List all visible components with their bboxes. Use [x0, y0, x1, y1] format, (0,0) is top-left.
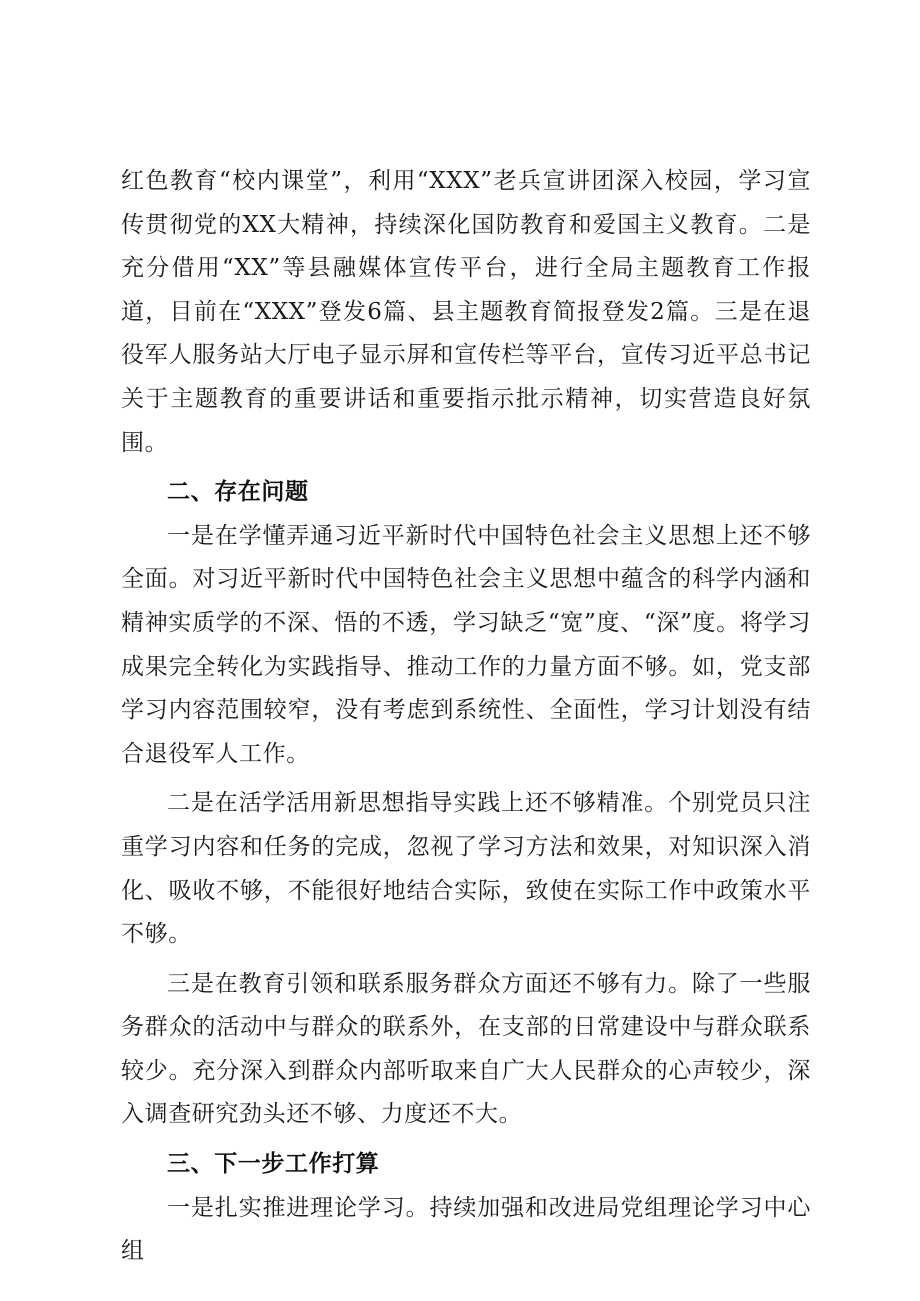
paragraph-publicity-work: 红色教育“校内课堂”，利用“XXX”老兵宣讲团深入校园，学习宣传贯彻党的XX大精神，持续深化国防教育和爱国主义教育。二是充分借用“XX”等县融媒体宣传平台，进行全局主题教育工作报道，目前在“XXX”登发6篇、县主题教育简报登发2篇。三是在退役军人服务站大厅电子显示屏和宣传栏等平台，宣传习近平总书记关于主题教育的重要讲话和重要指示批示精神，切实营造良好氛围。	[121, 168, 811, 456]
paragraph-problem-one: 一是在学懂弄通习近平新时代中国特色社会主义思想上还不够全面。对习近平新时代中国特色社会主义思想中蕴含的科学内涵和精神实质学的不深、悟的不透，学习缺乏“宽”度、“深”度。将学习成果完全转化为实践指导、推动工作的力量方面不够。如，党支部学习内容范围较窄，没有考虑到系统性、全面性，学习计划没有结合退役军人工作。	[121, 522, 811, 767]
section-heading-existing-problems: 二、存在问题	[167, 479, 309, 506]
paragraph-next-step-one: 一是扎实推进理论学习。持续加强和改进局党组理论学习中心组	[121, 1194, 811, 1265]
paragraph-problem-two: 二是在活学活用新思想指导实践上还不够精准。个别党员只注重学习内容和任务的完成，忽视了学习方法和效果，对知识深入消化、吸收不够，不能很好地结合实际，致使在实际工作中政策水平不够。	[121, 790, 811, 948]
document-body	[121, 160, 811, 1274]
paragraph-problem-three: 三是在教育引领和联系服务群众方面还不够有力。除了一些服务群众的活动中与群众的联系外，在支部的日常建设中与群众联系较少。充分深入到群众内部听取来自广大人民群众的心声较少，深入调查研究劲头还不够、力度还不大。	[121, 970, 811, 1128]
section-heading-next-steps: 三、下一步工作打算	[167, 1151, 380, 1178]
